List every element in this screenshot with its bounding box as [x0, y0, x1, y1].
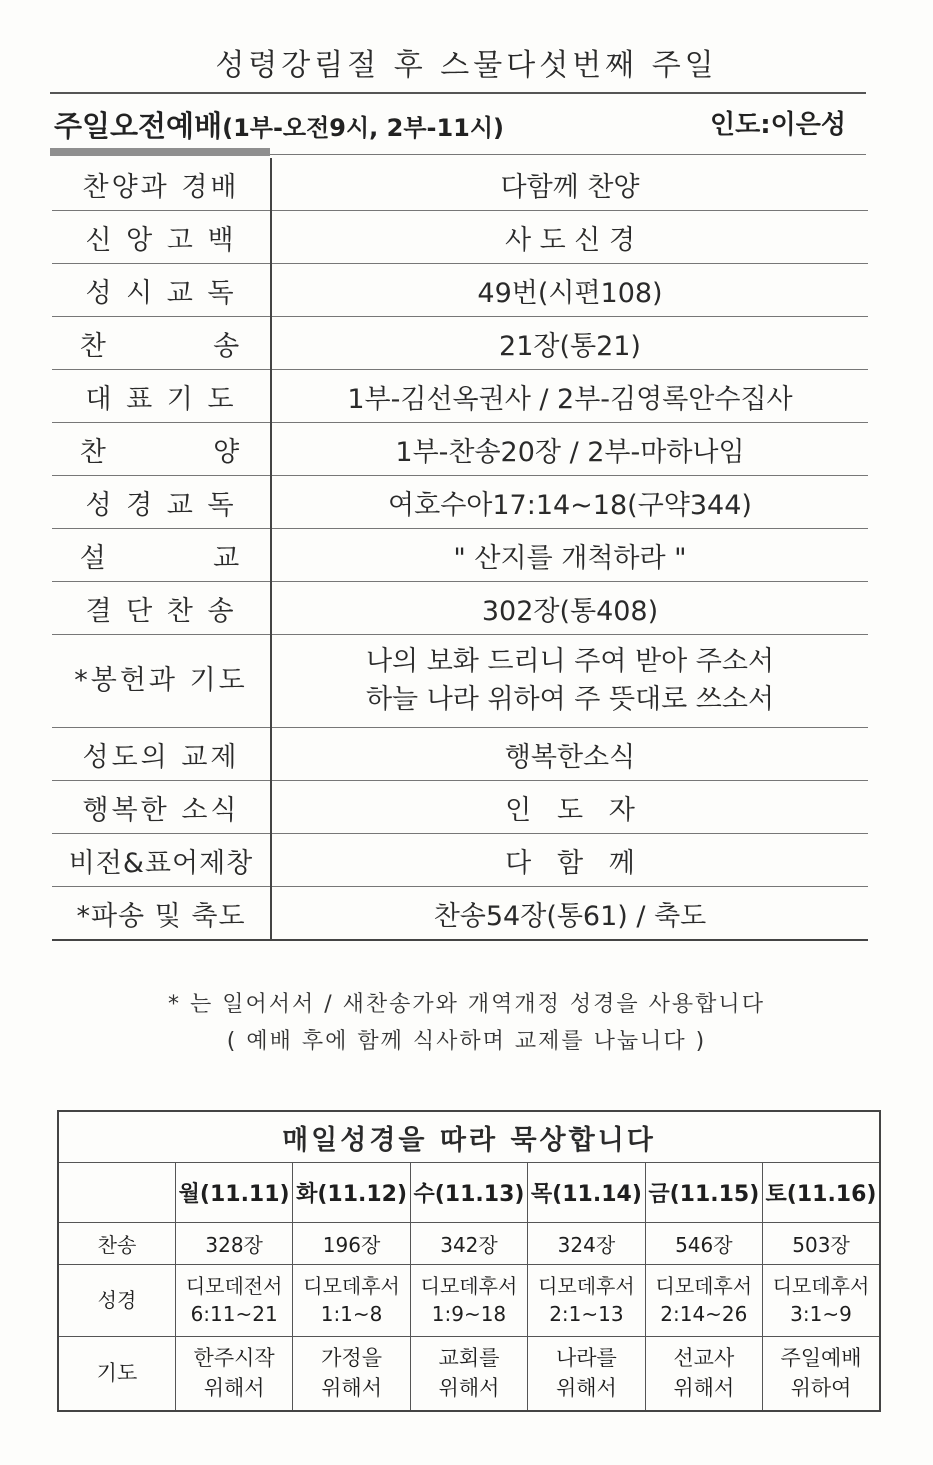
order-row	[52, 781, 868, 834]
order-value: 다 함 께	[271, 834, 868, 887]
order-label: 찬 송	[52, 317, 271, 370]
day-header: 화(11.12)	[293, 1163, 410, 1223]
order-row	[52, 887, 868, 941]
bible-verses: 2:1~13	[549, 1302, 624, 1327]
order-row	[52, 529, 868, 582]
order-label: *파송 및 축도	[52, 887, 271, 941]
offering-hymn-line-2: 하늘 나라 위하여 주 뜻대로 쓰소서	[365, 684, 775, 715]
bible-verses: 1:1~8	[320, 1302, 383, 1327]
fellowship-note: ( 예배 후에 함께 식사하며 교제를 나눕니다 )	[226, 1029, 707, 1054]
hymn-row	[58, 1222, 880, 1264]
bible-book: 디모데후서	[655, 1274, 753, 1299]
bible-cell	[528, 1264, 645, 1336]
prayer-topic: 한주시작	[193, 1346, 275, 1371]
bible-book: 디모데후서	[772, 1274, 870, 1299]
bible-verses: 3:1~9	[790, 1302, 852, 1327]
prayer-cell	[763, 1336, 880, 1411]
hymn-cell: 503장	[763, 1222, 880, 1264]
prayer-suffix: 위해서	[438, 1376, 500, 1401]
order-row	[52, 370, 868, 423]
order-label: 찬양과 경배	[52, 158, 271, 211]
bible-verses: 2:14~26	[660, 1302, 748, 1327]
order-label: 성 시 교 독	[52, 264, 271, 317]
order-value: 1부-김선옥권사 / 2부-김영록안수집사	[271, 370, 868, 423]
day-header: 월(11.11)	[175, 1163, 292, 1223]
order-of-worship-table	[52, 158, 868, 941]
bible-cell	[763, 1264, 880, 1336]
order-value: 여호수아17:14~18(구약344)	[271, 476, 868, 529]
order-value: 1부-찬송20장 / 2부-마하나임	[271, 423, 868, 476]
corner-cell	[58, 1163, 175, 1223]
day-header: 금(11.15)	[645, 1163, 762, 1223]
hymn-cell: 324장	[528, 1222, 645, 1264]
bible-cell	[175, 1264, 292, 1336]
row-label-bible: 성경	[58, 1264, 175, 1336]
service-header	[50, 92, 866, 158]
hymn-cell: 342장	[410, 1222, 527, 1264]
prayer-topic: 나라를	[555, 1346, 617, 1371]
bible-cell	[293, 1264, 410, 1336]
prayer-suffix: 위해서	[673, 1376, 735, 1401]
order-value: 21장(통21)	[271, 317, 868, 370]
row-label-prayer: 기도	[58, 1336, 175, 1411]
order-row	[52, 264, 868, 317]
day-header: 목(11.14)	[528, 1163, 645, 1223]
order-value: 다함께 찬양	[271, 158, 868, 211]
header-top-rule	[50, 92, 866, 94]
prayer-topic: 가정을	[321, 1346, 382, 1371]
order-label: 성 경 교 독	[52, 476, 271, 529]
days-row	[58, 1163, 880, 1223]
order-value: 49번(시편108)	[271, 264, 868, 317]
order-label: 신 앙 고 백	[52, 211, 271, 264]
prayer-row	[58, 1336, 880, 1411]
daily-bible-table	[57, 1110, 881, 1412]
order-row	[52, 582, 868, 635]
day-header: 토(11.16)	[763, 1163, 880, 1223]
prayer-suffix: 위해서	[555, 1376, 617, 1401]
service-leader: 인도:이은성	[710, 110, 846, 140]
prayer-cell	[175, 1336, 292, 1411]
offering-hymn-line-1: 나의 보화 드리니 주여 받아 주소서	[365, 646, 775, 677]
bible-row	[58, 1264, 880, 1336]
bible-book: 디모데후서	[303, 1274, 400, 1299]
order-value	[271, 635, 868, 728]
hymn-cell: 196장	[293, 1222, 410, 1264]
order-row	[52, 158, 868, 211]
prayer-topic: 선교사	[673, 1346, 735, 1371]
prayer-cell	[410, 1336, 527, 1411]
bible-book: 디모데후서	[420, 1274, 518, 1299]
header-rule	[270, 154, 866, 155]
bible-book: 디모데후서	[538, 1274, 635, 1299]
prayer-topic: 교회를	[438, 1346, 500, 1371]
prayer-suffix: 위해서	[203, 1376, 265, 1401]
bible-verses: 6:11~21	[190, 1302, 278, 1327]
order-label: 성도의 교제	[52, 728, 271, 781]
order-label: *봉헌과 기도	[52, 635, 271, 728]
standing-note: * 는 일어서서 / 새찬송가와 개역개정 성경을 사용합니다	[168, 992, 765, 1017]
order-label: 설 교	[52, 529, 271, 582]
bible-verses: 1:9~18	[431, 1302, 507, 1327]
prayer-suffix: 위하여	[790, 1376, 852, 1401]
day-header: 수(11.13)	[410, 1163, 527, 1223]
hymn-cell: 328장	[175, 1222, 292, 1264]
order-label: 찬 양	[52, 423, 271, 476]
bible-book: 디모데전서	[185, 1274, 283, 1299]
bible-cell	[645, 1264, 762, 1336]
page-title: 성령강림절 후 스물다섯번째 주일	[215, 48, 718, 83]
prayer-cell	[293, 1336, 410, 1411]
order-row	[52, 476, 868, 529]
prayer-cell	[528, 1336, 645, 1411]
order-row	[52, 635, 868, 728]
header-shade-bar	[50, 148, 270, 156]
order-value: " 산지를 개척하라 "	[271, 529, 868, 582]
service-times: (1부-오전9시, 2부-11시)	[222, 114, 505, 142]
bible-cell	[410, 1264, 527, 1336]
order-label: 행복한 소식	[52, 781, 271, 834]
service-name-text: 주일오전예배	[54, 109, 223, 143]
order-row	[52, 423, 868, 476]
order-value: 인 도 자	[271, 781, 868, 834]
order-value: 사 도 신 경	[271, 211, 868, 264]
order-row	[52, 211, 868, 264]
order-label: 결 단 찬 송	[52, 582, 271, 635]
order-value: 행복한소식	[271, 728, 868, 781]
order-value: 찬송54장(통61) / 축도	[271, 887, 868, 941]
order-label: 대 표 기 도	[52, 370, 271, 423]
service-name	[54, 104, 504, 145]
order-label: 비전&표어제창	[52, 834, 271, 887]
order-value: 302장(통408)	[271, 582, 868, 635]
prayer-cell	[645, 1336, 762, 1411]
hymn-cell: 546장	[645, 1222, 762, 1264]
order-row	[52, 728, 868, 781]
prayer-suffix: 위해서	[321, 1376, 382, 1401]
daily-bible-caption: 매일성경을 따라 묵상합니다	[58, 1111, 880, 1163]
order-row	[52, 834, 868, 887]
row-label-hymn: 찬송	[58, 1222, 175, 1264]
prayer-topic: 주일예배	[780, 1346, 862, 1371]
order-row	[52, 317, 868, 370]
